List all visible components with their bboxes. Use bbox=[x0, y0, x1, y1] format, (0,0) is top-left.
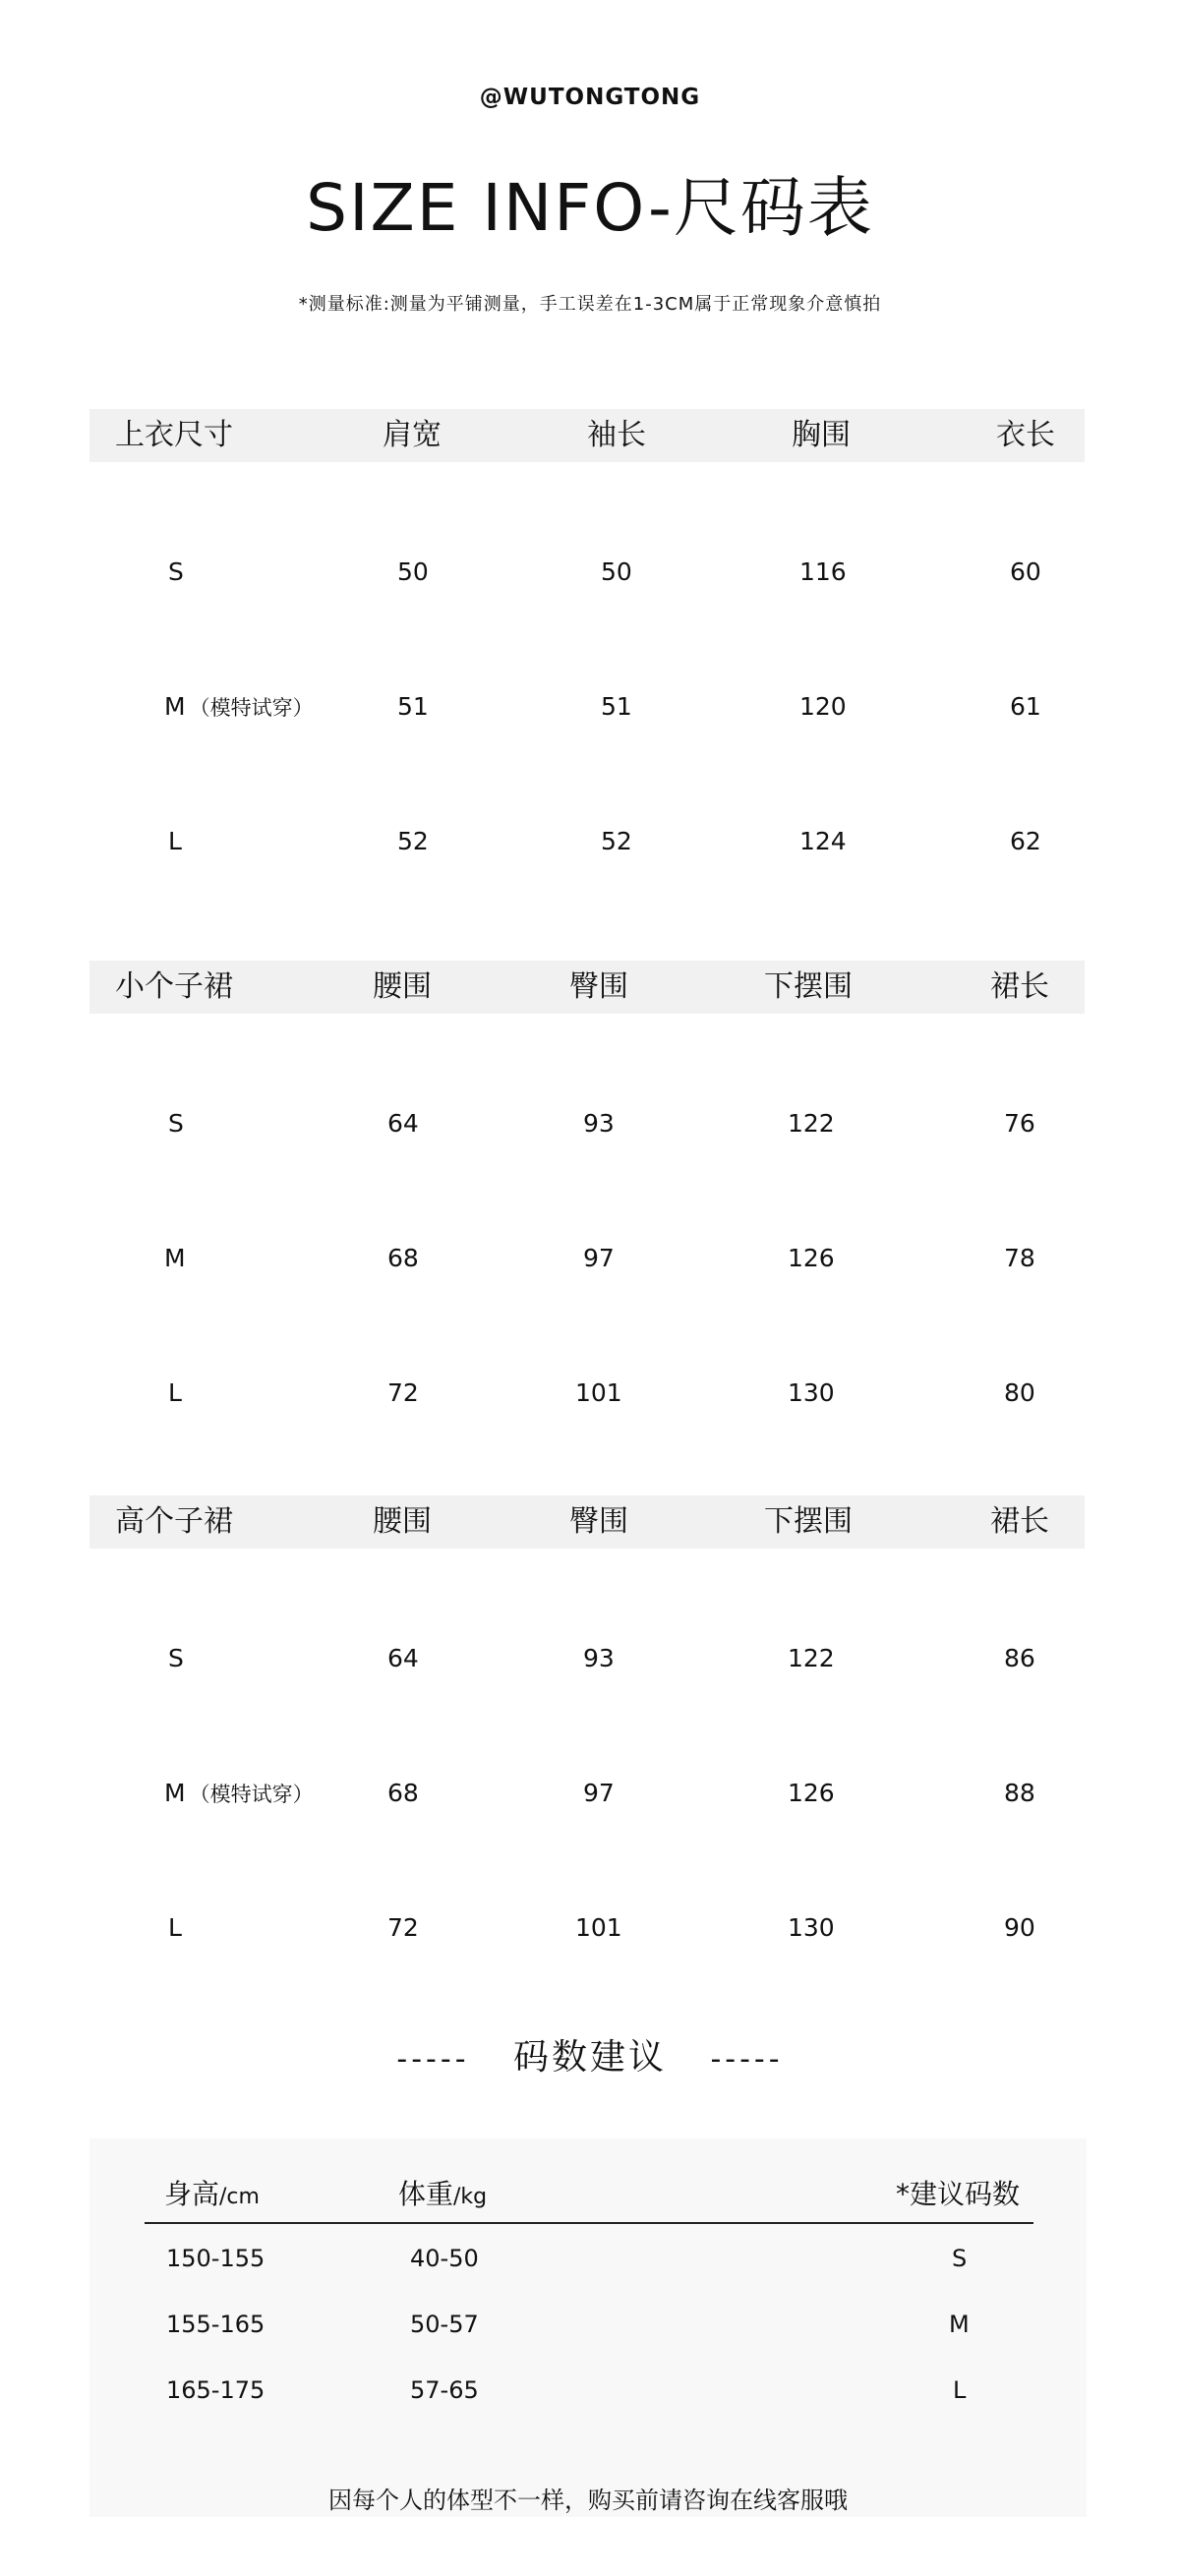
header-category: 小个子裙 bbox=[115, 969, 233, 1004]
header-col-4: 裙长 bbox=[990, 969, 1049, 1004]
table-row bbox=[89, 1774, 1085, 1813]
value-cell: 101 bbox=[575, 1378, 622, 1407]
recommended-size-header: *建议码数 bbox=[896, 2178, 1021, 2210]
table-row bbox=[89, 1239, 1085, 1278]
measurement-note: *测量标准:测量为平铺测量，手工误差在1-3CM属于正常现象介意慎拍 bbox=[298, 294, 882, 315]
header-col-1: 腰围 bbox=[373, 969, 432, 1004]
value-cell: 88 bbox=[1004, 1779, 1035, 1807]
value-cell: 68 bbox=[387, 1779, 419, 1807]
header-col-3: 下摆围 bbox=[764, 1504, 853, 1539]
dash-right: ----- bbox=[710, 2042, 784, 2077]
header-col-1: 腰围 bbox=[373, 1504, 432, 1539]
recommended-size: S bbox=[952, 2245, 968, 2272]
value-cell: 72 bbox=[387, 1913, 419, 1942]
header-col-3: 胸围 bbox=[792, 418, 851, 452]
value-cell: 61 bbox=[1010, 692, 1041, 721]
height-range: 165-175 bbox=[166, 2376, 266, 2404]
value-cell: 120 bbox=[799, 692, 847, 721]
value-cell: 64 bbox=[387, 1109, 419, 1138]
value-cell: 93 bbox=[583, 1644, 615, 1672]
header-divider bbox=[145, 2222, 1033, 2224]
tall-skirt-size-table bbox=[89, 1495, 1085, 1967]
height-range: 155-165 bbox=[166, 2311, 266, 2338]
height-header: 身高/cm bbox=[164, 2178, 260, 2210]
value-cell: 52 bbox=[397, 827, 429, 855]
size-label: L bbox=[168, 827, 182, 855]
value-cell: 80 bbox=[1004, 1378, 1035, 1407]
value-cell: 126 bbox=[788, 1779, 835, 1807]
weight-header: 体重/kg bbox=[398, 2178, 488, 2210]
header-col-4: 裙长 bbox=[990, 1504, 1049, 1539]
top-size-table bbox=[89, 409, 1085, 881]
value-cell: 76 bbox=[1004, 1109, 1035, 1138]
brand-handle: @WUTONGTONG bbox=[479, 85, 701, 110]
size-label: S bbox=[168, 1109, 184, 1138]
value-cell: 126 bbox=[788, 1244, 835, 1272]
value-cell: 122 bbox=[788, 1109, 835, 1138]
header-col-4: 衣长 bbox=[996, 418, 1055, 452]
value-cell: 52 bbox=[601, 827, 632, 855]
value-cell: 116 bbox=[799, 557, 847, 586]
value-cell: 122 bbox=[788, 1644, 835, 1672]
value-cell: 50 bbox=[397, 557, 429, 586]
header-col-2: 臀围 bbox=[569, 969, 628, 1004]
customer-service-note: 因每个人的体型不一样，购买前请咨询在线客服哦 bbox=[328, 2487, 848, 2514]
table-row bbox=[89, 1908, 1085, 1948]
value-cell: 72 bbox=[387, 1378, 419, 1407]
value-cell: 60 bbox=[1010, 557, 1041, 586]
size-suggestion-panel bbox=[89, 2138, 1087, 2517]
header-col-2: 臀围 bbox=[569, 1504, 628, 1539]
size-label: L bbox=[168, 1378, 182, 1407]
size-label: L bbox=[168, 1913, 182, 1942]
size-label: S bbox=[168, 557, 184, 586]
value-cell: 130 bbox=[788, 1913, 835, 1942]
page-title: SIZE INFO-尺码表 bbox=[306, 170, 874, 246]
table-row bbox=[89, 1374, 1085, 1413]
value-cell: 124 bbox=[799, 827, 847, 855]
value-cell: 101 bbox=[575, 1913, 622, 1942]
value-cell: 78 bbox=[1004, 1244, 1035, 1272]
table-header bbox=[89, 961, 1085, 1014]
suggestion-title: 码数建议 bbox=[512, 2037, 667, 2078]
weight-range: 50-57 bbox=[410, 2311, 479, 2338]
size-suggestion-heading bbox=[0, 2029, 1180, 2079]
height-range: 150-155 bbox=[166, 2245, 266, 2272]
weight-range: 40-50 bbox=[410, 2245, 479, 2272]
value-cell: 62 bbox=[1010, 827, 1041, 855]
value-cell: 90 bbox=[1004, 1913, 1035, 1942]
header-col-2: 袖长 bbox=[587, 418, 646, 452]
value-cell: 51 bbox=[601, 692, 632, 721]
header-category: 上衣尺寸 bbox=[115, 418, 233, 452]
value-cell: 130 bbox=[788, 1378, 835, 1407]
value-cell: 68 bbox=[387, 1244, 419, 1272]
table-header bbox=[89, 409, 1085, 462]
value-cell: 51 bbox=[397, 692, 429, 721]
recommended-size: L bbox=[953, 2376, 967, 2404]
size-label: M bbox=[164, 1244, 186, 1272]
size-label: S bbox=[168, 1644, 184, 1672]
table-header bbox=[89, 1495, 1085, 1549]
value-cell: 50 bbox=[601, 557, 632, 586]
value-cell: 97 bbox=[583, 1244, 615, 1272]
value-cell: 93 bbox=[583, 1109, 615, 1138]
table-row bbox=[89, 687, 1085, 727]
dash-left: ----- bbox=[396, 2042, 470, 2077]
header-category: 高个子裙 bbox=[115, 1504, 233, 1539]
table-row bbox=[89, 1639, 1085, 1678]
value-cell: 64 bbox=[387, 1644, 419, 1672]
value-cell: 86 bbox=[1004, 1644, 1035, 1672]
header-col-3: 下摆围 bbox=[764, 969, 853, 1004]
short-skirt-size-table bbox=[89, 961, 1085, 1433]
table-row bbox=[89, 822, 1085, 861]
weight-range: 57-65 bbox=[410, 2376, 479, 2404]
size-label: M （模特试穿） bbox=[164, 1779, 314, 1807]
value-cell: 97 bbox=[583, 1779, 615, 1807]
table-row bbox=[89, 553, 1085, 592]
recommended-size: M bbox=[949, 2311, 970, 2338]
header-col-1: 肩宽 bbox=[383, 418, 442, 452]
size-label: M （模特试穿） bbox=[164, 692, 314, 721]
table-row bbox=[89, 1104, 1085, 1143]
